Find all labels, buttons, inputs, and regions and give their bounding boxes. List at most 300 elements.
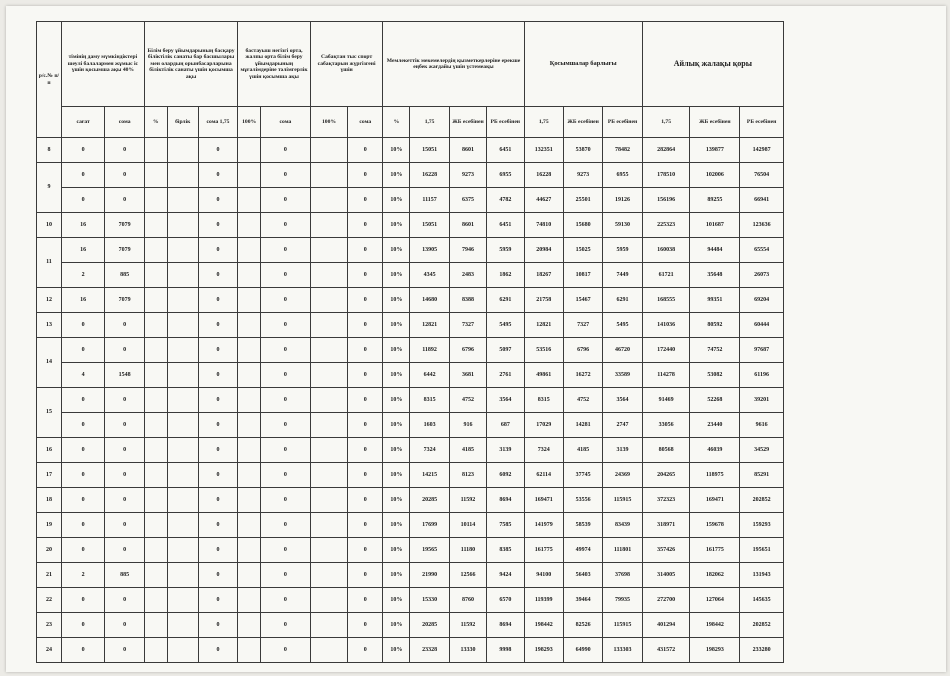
table-cell: 58539	[563, 513, 602, 538]
table-row	[37, 513, 784, 538]
table-cell: 10%	[383, 363, 410, 388]
table-cell: 10%	[383, 538, 410, 563]
table-cell: 118975	[690, 463, 740, 488]
table-row	[37, 463, 784, 488]
table-cell: 0	[61, 413, 105, 438]
table-cell: 0	[198, 188, 237, 213]
table-cell: 65554	[740, 238, 784, 263]
table-cell: 89255	[690, 188, 740, 213]
table-cell	[310, 238, 347, 263]
header-group-3: бастауыш негізгі орта, жалпы орта білім беру ұйымдарының мұғалімдеріне тәлімгерлік үшін қосымша ақы	[238, 22, 311, 107]
table-cell: 6796	[563, 338, 602, 363]
table-cell: 1862	[487, 263, 524, 288]
table-cell: 0	[105, 613, 144, 638]
table-cell: 0	[105, 638, 144, 663]
table-cell: 168555	[642, 288, 690, 313]
header-group-4: Сабақтан тыс спорт сабақтарын жүргізгені үшін	[310, 22, 383, 107]
table-cell: 0	[61, 613, 105, 638]
table-cell: 198442	[690, 613, 740, 638]
table-cell	[167, 588, 198, 613]
table-cell: 10%	[383, 463, 410, 488]
table-cell: 8694	[487, 488, 524, 513]
table-cell: 53556	[563, 488, 602, 513]
table-cell: 39201	[740, 388, 784, 413]
table-cell: 0	[198, 638, 237, 663]
table-cell	[167, 563, 198, 588]
subheader: сома	[261, 107, 311, 138]
table-cell: 10%	[383, 313, 410, 338]
header-group-6: Қосымшалар барлығы	[524, 22, 642, 107]
table-cell: 0	[261, 363, 311, 388]
table-cell: 0	[348, 638, 383, 663]
table-cell: 69204	[740, 288, 784, 313]
table-cell	[144, 213, 167, 238]
table-cell: 3564	[603, 388, 642, 413]
table-cell: 198293	[690, 638, 740, 663]
table-cell: 10%	[383, 638, 410, 663]
table-cell: 10%	[383, 588, 410, 613]
table-cell	[238, 238, 261, 263]
table-cell: 14281	[563, 413, 602, 438]
table-cell: 0	[198, 513, 237, 538]
table-cell: 0	[105, 188, 144, 213]
table-cell: 0	[198, 288, 237, 313]
table-cell: 8601	[449, 213, 486, 238]
table-cell: 12821	[410, 313, 449, 338]
table-cell: 0	[105, 513, 144, 538]
subheader: РБ есебінен	[603, 107, 642, 138]
table-cell: 16	[61, 288, 105, 313]
table-cell: 159678	[690, 513, 740, 538]
table-cell	[144, 388, 167, 413]
table-cell: 0	[261, 213, 311, 238]
table-cell	[310, 613, 347, 638]
table-cell	[238, 538, 261, 563]
table-cell	[238, 463, 261, 488]
header-number: р/с.№ п/п	[37, 22, 62, 138]
table-cell: 0	[198, 588, 237, 613]
table-cell: 0	[105, 463, 144, 488]
table-cell: 14215	[410, 463, 449, 488]
table-cell: 11180	[449, 538, 486, 563]
table-cell: 8601	[449, 138, 486, 163]
table-row	[37, 588, 784, 613]
table-cell: 0	[105, 138, 144, 163]
table-cell: 0	[261, 438, 311, 463]
table-cell: 6955	[487, 163, 524, 188]
table-row	[37, 288, 784, 313]
table-cell: 0	[198, 613, 237, 638]
table-row	[37, 388, 784, 413]
table-cell: 0	[261, 638, 311, 663]
table-cell: 141979	[524, 513, 563, 538]
table-cell: 6375	[449, 188, 486, 213]
table-cell	[310, 488, 347, 513]
table-cell: 0	[348, 413, 383, 438]
table-cell: 53870	[563, 138, 602, 163]
table-cell: 8315	[410, 388, 449, 413]
table-cell: 139877	[690, 138, 740, 163]
table-cell: 0	[348, 513, 383, 538]
table-cell	[310, 213, 347, 238]
row-number: 19	[37, 513, 62, 538]
table-cell	[144, 613, 167, 638]
table-cell: 0	[105, 538, 144, 563]
table-cell	[167, 363, 198, 388]
table-cell: 9616	[740, 413, 784, 438]
table-cell: 0	[261, 338, 311, 363]
table-cell	[144, 488, 167, 513]
header-group-7: Айлық жалақы қоры	[642, 22, 783, 107]
table-cell: 33589	[603, 363, 642, 388]
table-cell: 4345	[410, 263, 449, 288]
table-row	[37, 138, 784, 163]
table-cell	[167, 438, 198, 463]
table-cell: 885	[105, 563, 144, 588]
table-row	[37, 213, 784, 238]
table-cell: 0	[261, 163, 311, 188]
table-cell: 8315	[524, 388, 563, 413]
table-cell: 25501	[563, 188, 602, 213]
table-cell: 0	[261, 488, 311, 513]
table-cell: 11592	[449, 613, 486, 638]
subheader: ЖБ есебінен	[690, 107, 740, 138]
table-cell: 431572	[642, 638, 690, 663]
table-cell: 46039	[690, 438, 740, 463]
table-cell	[167, 538, 198, 563]
table-cell: 21990	[410, 563, 449, 588]
subheader: сома	[348, 107, 383, 138]
table-cell: 52268	[690, 388, 740, 413]
row-number: 14	[37, 338, 62, 388]
table-cell: 8388	[449, 288, 486, 313]
table-cell	[144, 438, 167, 463]
table-cell: 0	[261, 538, 311, 563]
table-cell: 10114	[449, 513, 486, 538]
table-cell: 16	[61, 213, 105, 238]
table-cell: 56403	[563, 563, 602, 588]
table-cell: 21758	[524, 288, 563, 313]
table-cell: 0	[105, 338, 144, 363]
table-row	[37, 613, 784, 638]
table-cell: 142987	[740, 138, 784, 163]
table-cell: 15051	[410, 213, 449, 238]
table-cell: 2	[61, 263, 105, 288]
table-cell: 0	[348, 488, 383, 513]
table-cell: 16272	[563, 363, 602, 388]
table-cell: 0	[261, 613, 311, 638]
table-cell: 5097	[487, 338, 524, 363]
table-cell	[167, 138, 198, 163]
table-cell: 161775	[690, 538, 740, 563]
salary-table	[36, 21, 784, 663]
table-cell: 0	[348, 463, 383, 488]
table-cell: 0	[61, 313, 105, 338]
table-cell	[238, 338, 261, 363]
table-cell: 178510	[642, 163, 690, 188]
subheader: ЖБ есебінен	[449, 107, 486, 138]
table-cell: 33056	[642, 413, 690, 438]
table-cell: 141036	[642, 313, 690, 338]
table-cell: 916	[449, 413, 486, 438]
table-cell	[167, 338, 198, 363]
row-number: 21	[37, 563, 62, 588]
table-cell: 2761	[487, 363, 524, 388]
table-cell	[310, 463, 347, 488]
table-row	[37, 338, 784, 363]
table-cell: 8385	[487, 538, 524, 563]
table-cell: 161775	[524, 538, 563, 563]
table-cell: 10%	[383, 138, 410, 163]
table-cell: 19565	[410, 538, 449, 563]
table-cell: 101687	[690, 213, 740, 238]
table-cell: 10%	[383, 238, 410, 263]
table-cell: 0	[61, 588, 105, 613]
table-cell: 0	[198, 563, 237, 588]
table-cell: 0	[61, 438, 105, 463]
table-cell	[167, 638, 198, 663]
table-cell	[310, 188, 347, 213]
table-row	[37, 413, 784, 438]
table-cell: 131943	[740, 563, 784, 588]
table-cell: 13905	[410, 238, 449, 263]
table-cell: 111801	[603, 538, 642, 563]
table-cell	[238, 313, 261, 338]
table-cell	[144, 463, 167, 488]
table-cell	[310, 538, 347, 563]
table-cell: 0	[198, 138, 237, 163]
table-cell: 20285	[410, 613, 449, 638]
row-number: 8	[37, 138, 62, 163]
table-cell: 0	[348, 588, 383, 613]
table-cell	[238, 388, 261, 413]
table-cell: 0	[261, 138, 311, 163]
table-cell: 0	[348, 213, 383, 238]
table-cell: 79935	[603, 588, 642, 613]
row-number: 23	[37, 613, 62, 638]
table-cell: 37698	[603, 563, 642, 588]
table-cell: 0	[348, 313, 383, 338]
table-cell: 9424	[487, 563, 524, 588]
table-cell: 0	[198, 363, 237, 388]
table-cell: 6570	[487, 588, 524, 613]
table-cell	[144, 338, 167, 363]
table-cell	[310, 288, 347, 313]
table-cell: 233280	[740, 638, 784, 663]
table-cell: 0	[261, 413, 311, 438]
table-cell	[144, 513, 167, 538]
table-cell: 76504	[740, 163, 784, 188]
table-cell: 74810	[524, 213, 563, 238]
table-cell	[144, 638, 167, 663]
table-cell	[238, 438, 261, 463]
table-cell: 20984	[524, 238, 563, 263]
table-cell: 0	[348, 338, 383, 363]
table-cell: 61196	[740, 363, 784, 388]
table-cell	[167, 488, 198, 513]
table-cell: 17699	[410, 513, 449, 538]
row-number: 18	[37, 488, 62, 513]
table-cell: 172440	[642, 338, 690, 363]
table-cell: 0	[348, 238, 383, 263]
table-cell	[238, 163, 261, 188]
table-cell: 44627	[524, 188, 563, 213]
table-cell: 7079	[105, 238, 144, 263]
table-cell: 19126	[603, 188, 642, 213]
table-cell: 39464	[563, 588, 602, 613]
table-cell: 198293	[524, 638, 563, 663]
table-cell: 0	[261, 388, 311, 413]
table-cell: 0	[105, 313, 144, 338]
table-cell	[238, 513, 261, 538]
table-cell: 0	[61, 188, 105, 213]
table-cell: 15025	[563, 238, 602, 263]
table-cell: 23328	[410, 638, 449, 663]
table-cell: 37745	[563, 463, 602, 488]
table-cell	[310, 138, 347, 163]
table-cell: 12566	[449, 563, 486, 588]
table-cell: 357426	[642, 538, 690, 563]
table-cell: 10%	[383, 263, 410, 288]
table-cell: 182062	[690, 563, 740, 588]
header-group-2: Білім беру ұйымдарының басқару біліктілік санаты бар басшылары мен олардың орынбасарларына біліктілік санаты үшін қосымша ақы	[144, 22, 237, 107]
table-cell	[144, 263, 167, 288]
table-cell: 687	[487, 413, 524, 438]
table-cell	[238, 638, 261, 663]
table-cell: 99351	[690, 288, 740, 313]
row-number: 17	[37, 463, 62, 488]
table-cell: 282864	[642, 138, 690, 163]
table-cell: 160038	[642, 238, 690, 263]
table-cell: 132351	[524, 138, 563, 163]
table-cell: 4752	[449, 388, 486, 413]
table-row	[37, 163, 784, 188]
table-cell	[310, 638, 347, 663]
table-cell	[238, 138, 261, 163]
table-cell	[238, 188, 261, 213]
table-cell: 24369	[603, 463, 642, 488]
table-cell: 314005	[642, 563, 690, 588]
table-cell: 0	[198, 438, 237, 463]
table-cell	[238, 488, 261, 513]
table-cell: 225323	[642, 213, 690, 238]
table-cell: 127064	[690, 588, 740, 613]
table-row	[37, 188, 784, 213]
table-cell: 3681	[449, 363, 486, 388]
table-body	[37, 138, 784, 663]
table-cell: 6291	[487, 288, 524, 313]
table-cell	[167, 313, 198, 338]
table-cell	[238, 213, 261, 238]
table-cell: 7585	[487, 513, 524, 538]
header-group-1: тімінің даму мүмкіндіктері шеулі балалармен жұмыс іс үшін қосымша ақы 40%	[61, 22, 144, 107]
table-cell: 7079	[105, 288, 144, 313]
table-cell	[167, 213, 198, 238]
table-cell: 0	[348, 363, 383, 388]
table-cell: 4782	[487, 188, 524, 213]
table-cell: 133303	[603, 638, 642, 663]
subheader: 1,75	[410, 107, 449, 138]
table-cell: 10%	[383, 613, 410, 638]
table-cell: 80568	[642, 438, 690, 463]
table-cell: 5495	[487, 313, 524, 338]
table-cell: 119399	[524, 588, 563, 613]
table-cell: 159293	[740, 513, 784, 538]
table-cell: 0	[261, 238, 311, 263]
table-cell: 59130	[603, 213, 642, 238]
table-cell: 10817	[563, 263, 602, 288]
table-cell: 0	[198, 213, 237, 238]
table-cell: 6442	[410, 363, 449, 388]
table-cell	[167, 163, 198, 188]
table-cell: 145635	[740, 588, 784, 613]
table-cell	[310, 263, 347, 288]
table-cell: 0	[348, 538, 383, 563]
row-number: 20	[37, 538, 62, 563]
paper-sheet	[6, 6, 946, 672]
table-cell: 0	[105, 388, 144, 413]
table-cell: 372323	[642, 488, 690, 513]
table-cell: 114278	[642, 363, 690, 388]
table-cell: 6451	[487, 213, 524, 238]
table-cell: 10%	[383, 438, 410, 463]
table-cell	[144, 313, 167, 338]
table-cell: 66941	[740, 188, 784, 213]
table-cell: 49974	[563, 538, 602, 563]
table-cell: 53082	[690, 363, 740, 388]
table-cell: 0	[105, 438, 144, 463]
table-cell: 18267	[524, 263, 563, 288]
table-cell: 156196	[642, 188, 690, 213]
table-row	[37, 563, 784, 588]
table-cell: 0	[261, 463, 311, 488]
table-cell: 53516	[524, 338, 563, 363]
table-cell: 85291	[740, 463, 784, 488]
row-number: 15	[37, 388, 62, 438]
table-cell: 0	[261, 588, 311, 613]
table-cell: 10%	[383, 513, 410, 538]
table-cell: 9273	[563, 163, 602, 188]
table-cell: 8123	[449, 463, 486, 488]
row-number: 22	[37, 588, 62, 613]
table-cell: 3139	[603, 438, 642, 463]
table-cell: 0	[105, 588, 144, 613]
table-cell	[144, 563, 167, 588]
subheader: 100%	[310, 107, 347, 138]
table-cell: 4185	[449, 438, 486, 463]
table-cell: 0	[348, 438, 383, 463]
table-cell: 3564	[487, 388, 524, 413]
table-cell: 0	[198, 463, 237, 488]
row-number: 13	[37, 313, 62, 338]
table-cell: 91469	[642, 388, 690, 413]
table-cell	[238, 263, 261, 288]
table-cell: 272700	[642, 588, 690, 613]
table-cell: 0	[261, 313, 311, 338]
table-cell	[167, 388, 198, 413]
subheader: %	[144, 107, 167, 138]
table-cell: 20285	[410, 488, 449, 513]
table-cell: 83439	[603, 513, 642, 538]
table-cell: 204265	[642, 463, 690, 488]
table-cell	[238, 613, 261, 638]
table-cell: 61721	[642, 263, 690, 288]
table-cell: 15051	[410, 138, 449, 163]
table-cell: 2	[61, 563, 105, 588]
table-cell: 7324	[410, 438, 449, 463]
table-cell: 0	[105, 413, 144, 438]
table-cell: 0	[198, 263, 237, 288]
